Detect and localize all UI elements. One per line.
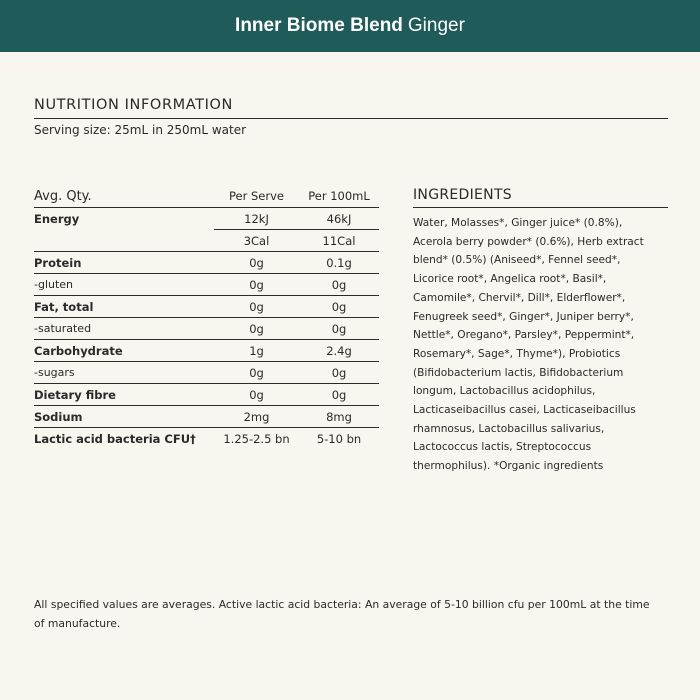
per-serve-value: 3Cal [214, 230, 299, 252]
product-name: Inner Biome Blend [235, 15, 403, 36]
table-row [34, 252, 379, 274]
table-row [34, 230, 379, 252]
table-row [34, 406, 379, 428]
per-100ml-value: 2.4g [299, 340, 379, 362]
table-row [34, 318, 379, 340]
per-serve-value: 0g [214, 384, 299, 406]
per-serve-value: 12kJ [214, 208, 299, 230]
col-header-per-100ml: Per 100mL [308, 189, 370, 203]
footnote: All specified values are averages. Active lactic acid bacteria: An average of 5-10 billion cfu per 100mL at the time of manufacture. [34, 598, 650, 630]
row-label: Dietary fibre [34, 384, 214, 406]
per-100ml-value: 8mg [299, 406, 379, 428]
per-serve-value: 0g [214, 362, 299, 384]
product-title-banner [0, 0, 700, 52]
nutrition-table [34, 185, 379, 449]
per-serve-value: 0g [214, 318, 299, 340]
per-serve-value: 0g [214, 252, 299, 274]
serving-size: Serving size: 25mL in 250mL water [34, 123, 247, 137]
per-serve-value: 2mg [214, 406, 299, 428]
product-flavour: Ginger [407, 15, 465, 36]
row-label: -sugars [34, 362, 214, 384]
nutrition-divider [34, 118, 668, 119]
per-100ml-value: 46kJ [299, 208, 379, 230]
per-100ml-value: 0g [299, 274, 379, 296]
table-row [34, 384, 379, 406]
per-100ml-value: 0g [299, 384, 379, 406]
col-header-per-serve: Per Serve [229, 189, 284, 203]
table-row [34, 428, 379, 450]
per-serve-value: 0g [214, 274, 299, 296]
table-row [34, 296, 379, 318]
ingredients-divider [413, 207, 668, 208]
col-header-avg-qty: Avg. Qty. [34, 188, 92, 204]
per-100ml-value: 0g [299, 296, 379, 318]
row-label: -gluten [34, 274, 214, 296]
row-label: Protein [34, 252, 214, 274]
row-label: Carbohydrate [34, 340, 214, 362]
row-label: -saturated [34, 318, 214, 340]
nutrition-header-row [34, 185, 379, 208]
table-row [34, 362, 379, 384]
per-100ml-value: 0g [299, 362, 379, 384]
per-100ml-value: 11Cal [299, 230, 379, 252]
row-label: Energy [34, 211, 80, 226]
per-100ml-value: 0.1g [299, 252, 379, 274]
ingredients-list: Water, Molasses*, Ginger juice* (0.8%), Acerola berry powder* (0.6%), Herb extract blend* (0.5%) (Aniseed*, Fennel seed*, Licorice root*, Angelica root*, Basil*, Camomile*, Chervil*, Dill*, Elderflower*, Fenugreek seed*, Ginger*, Juniper berry*, Nettle*, Oregano*, Parsley*, Peppermint*, Rosemary*, Sage*, Thyme*), Probiotics (Bifidobacterium lactis, Bifidobacterium longum, Lactobacillus acidophilus, Lacticaseibacillus casei, Lacticaseibacillus rhamnosus, Lactobacillus salivarius, Lactococcus lactis, Streptococcus thermophilus). *Organic ingredients [413, 217, 644, 473]
row-label: Fat, total [34, 296, 214, 318]
table-row [34, 208, 379, 230]
per-100ml-value: 0g [299, 318, 379, 340]
table-row [34, 274, 379, 296]
row-label [34, 230, 214, 252]
row-label: Sodium [34, 406, 214, 428]
ingredients-heading: INGREDIENTS [413, 187, 512, 203]
per-serve-value: 1g [214, 340, 299, 362]
nutrition-heading: NUTRITION INFORMATION [34, 97, 233, 113]
table-row [34, 340, 379, 362]
per-serve-value: 0g [214, 296, 299, 318]
row-label: Lactic acid bacteria CFU† [34, 431, 196, 446]
per-100ml-value: 5-10 bn [316, 431, 362, 446]
per-serve-value: 1.25-2.5 bn [223, 431, 290, 446]
